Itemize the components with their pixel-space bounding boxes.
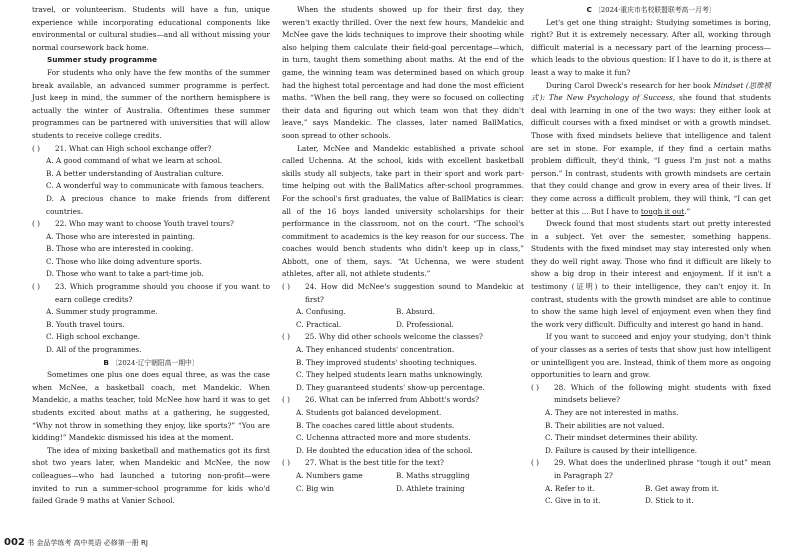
option: D. A precious chance to make friends from different countries. — [46, 193, 270, 216]
option: D. Stick to it. — [645, 496, 694, 506]
option: A. Numbers game — [296, 470, 363, 480]
question-26 — [282, 394, 524, 407]
option: D. He doubted the education idea of the school. — [296, 445, 473, 455]
section-b-header — [32, 357, 270, 370]
question-stem: 26. What can be inferred from Abbott's words? — [305, 395, 480, 405]
option: A. They enhanced students' concentration. — [296, 345, 455, 355]
section-c-header — [531, 4, 771, 17]
option: A. A good command of what we learn at school. — [46, 156, 223, 166]
section-heading: Summer study programme — [47, 55, 158, 65]
passage-paragraph: The idea of mixing basketball and mathematics got its first shot two years later, when Mandekic and McNee, the now colleagues—who had launched a tutoring non-profit—were invited to run a summer-school programme for kids who'd failed Grade 9 maths at Vanier School. — [32, 445, 270, 506]
text-run: During Carol Dweck's research for her book — [546, 80, 714, 90]
answer-blank[interactable]: ( ) — [32, 282, 41, 292]
option: D. Professional. — [396, 319, 454, 329]
answer-blank[interactable]: ( ) — [282, 458, 291, 468]
option: D. All of the programmes. — [46, 345, 142, 355]
option: B. Those who are interested in cooking. — [46, 244, 194, 254]
answer-blank[interactable]: ( ) — [282, 282, 291, 292]
book-title: Mindset (思维模式): The New Psychology of Success — [531, 80, 771, 103]
page-number: 002 — [4, 537, 25, 548]
option-row — [282, 319, 524, 332]
question-stem: 25. Why did other schools welcome the classes? — [305, 332, 483, 342]
option: B. A better understanding of Australian culture. — [46, 168, 224, 178]
option: A. Those who are interested in painting. — [46, 231, 195, 241]
passage-paragraph: For students who only have the few months of the summer break available, an advanced summer programme is perfect. Just keep in mind, the summer of the northern hemisphere is actually the winter of Australia. Oftentimes these summer programmes can be partnered with universities that will allow students to receive college credits. — [32, 67, 270, 140]
option: D. Athlete training — [396, 483, 465, 493]
column-middle — [282, 4, 524, 495]
option: C. High school exchange. — [46, 332, 140, 342]
option: B. Youth travel tours. — [46, 319, 125, 329]
page-footer — [4, 537, 148, 548]
answer-blank[interactable]: ( ) — [531, 382, 540, 392]
option-row — [282, 483, 524, 496]
option: C. Those who like doing adventure sports. — [46, 256, 202, 266]
question-27 — [282, 457, 524, 470]
option: D. Those who want to take a part-time job. — [46, 269, 204, 279]
option: A. They are not interested in maths. — [545, 408, 679, 417]
option: C. Give in to it. — [545, 496, 601, 506]
passage-paragraph — [531, 80, 771, 219]
question-stem: 22. Who may want to choose Youth travel tours? — [55, 219, 234, 229]
question-23 — [32, 281, 270, 306]
answer-blank[interactable]: ( ) — [32, 219, 41, 229]
question-21 — [32, 143, 270, 156]
question-29 — [531, 457, 771, 482]
option: C. Their mindset determines their ability. — [545, 433, 698, 443]
passage-paragraph: Later, McNee and Mandekic established a private school called Uchenna. At the school, kids with excellent basketball skills study all subjects, take part in their sport and work part-time helping out with the BallMatics after-school programmes. For the school's first graduates, the value of BallMatics is clear: all of the 16 boys landed university scholarships for their performance in the classroom, not on the court. “The school's commitment to academics is the key reason for our success. The coaches would bench students who didn't keep up in class,” Abbott, one of them, says. “At Uchenna, we were student athletes, after all, not athlete students.” — [282, 143, 524, 279]
passage-paragraph: When the students showed up for their first day, they weren't exactly thrilled. Over the next few hours, Mandekic and McNee gave the kids techniques to improve their shooting while also helping them calculate their field-goal percentage—which, in turn, taught them something about maths. At the end of the game, the winning team was determined based on which group had the highest total percentage and had done the most efficient maths. “When the bell rang, they were so focused on collecting their data and figuring out which team won that they didn't leave,” says Mandekic. The classes, later named BallMatics, soon spread to other schools. — [282, 5, 524, 140]
section-letter: B — [103, 357, 109, 367]
option: B. Their abilities are not valued. — [545, 420, 665, 430]
question-stem: 21. What can High school exchange offer? — [55, 143, 212, 153]
option: C. A wonderful way to communicate with famous teachers. — [46, 181, 265, 191]
option: A. Refer to it. — [545, 483, 595, 493]
footer-text: 书 金品学练考 高中英语 必修第一册 RJ — [27, 539, 148, 547]
question-stem: 27. What is the best title for the text? — [305, 458, 444, 468]
answer-blank[interactable]: ( ) — [32, 143, 41, 153]
underlined-phrase: tough it out — [640, 206, 685, 216]
option: B. Get away from it. — [645, 483, 720, 493]
answer-blank[interactable]: ( ) — [531, 458, 540, 468]
option: D. Failure is caused by their intelligence. — [545, 445, 698, 455]
option: C. They helped students learn maths unknowingly. — [296, 370, 483, 380]
answer-blank[interactable]: ( ) — [282, 332, 291, 342]
option: A. Confusing. — [296, 307, 346, 317]
question-stem: 23. Which programme should you choose if you want to earn college credits? — [55, 282, 270, 304]
text-run: , she found that students deal with learning in one of the two ways: they either look at difficult courses with a fixed mindset or with a growth mindset. Those with fixed mindsets believe that intelligence and talent are set in stone. For example, if they find a certain maths problem difficult, they'd think, “I guess I'm just not a maths person.” In contrast, students with growth mindsets are certain that they could change and grow in every area of their lives. If they come across a difficult problem, they will think, “I can get better at this ... But I have to — [531, 93, 771, 216]
option-row — [531, 495, 771, 508]
answer-blank[interactable]: ( ) — [282, 395, 291, 405]
option-row — [282, 470, 524, 483]
column-left — [32, 4, 270, 508]
option: B. The coaches cared little about students. — [296, 420, 455, 430]
question-stem: 29. What does the underlined phrase “tough it out” mean in Paragraph 2? — [554, 458, 771, 480]
passage-paragraph: Let's get one thing straight: Studying sometimes is boring, right? But it is extremely necessary. After all, working through difficult material is a necessary part of the learning process—which leads to the obvious question: If I have to do it, is there at least a way to make it fun? — [531, 17, 771, 77]
text-run: .” — [684, 206, 691, 216]
question-25 — [282, 331, 524, 344]
question-28 — [531, 382, 771, 407]
question-22 — [32, 218, 270, 231]
passage-a-tail: travel, or volunteerism. Students will have a fun, unique experience while incorporating educational components like environmental or cultural studies—and all without missing your normal coursework back home. — [32, 5, 270, 52]
option: A. Summer study programme. — [46, 307, 158, 317]
source-tag: 〔2024·辽宁朝阳高一期中〕 — [111, 358, 199, 367]
option: B. They improved students' shooting techniques. — [296, 357, 477, 367]
question-24 — [282, 281, 524, 306]
passage-paragraph: Dweck found that most students start out pretty interested in a subject. Yet over the semester, something happens. Students with the fixed mindset may stay interested only when they do well right away. Those who find it difficult are likely to show a big drop in their interest and enjoyment. If it isn't a testimony (证明) to their intelligence, they can't enjoy it. In contrast, students with the growth mindset are able to continue to show the same high level of enjoyment even when they find the work very difficult. Difficulty and interest go hand in hand. — [531, 219, 771, 329]
source-tag: 〔2024·重庆市名校联盟联考高一月考〕 — [594, 6, 716, 14]
section-letter: C — [586, 5, 592, 14]
option: B. Absurd. — [396, 307, 435, 317]
passage-paragraph: Sometimes one plus one does equal three, as was the case when McNee, a basketball coach, met Mandekic. When Mandekic, a maths teacher, told McNee how hard it was to get students excited about maths at a gathering, he suggested, “Why not throw in something they enjoy, like sports?” “You are kidding!” Mandekic dismissed his idea at the moment. — [32, 370, 270, 443]
option-row — [282, 306, 524, 319]
question-stem: 24. How did McNee's suggestion sound to Mandekic at first? — [305, 282, 524, 304]
option: A. Students got balanced development. — [296, 408, 442, 417]
option-row — [531, 483, 771, 496]
column-right — [531, 4, 771, 508]
option: D. They guaranteed students' show-up percentage. — [296, 382, 485, 392]
option: C. Big win — [296, 483, 334, 493]
question-stem: 28. Which of the following might students with fixed mindsets believe? — [554, 382, 771, 405]
passage-paragraph: If you want to succeed and enjoy your studying, don't think of your classes as a series of tests that show just how intelligent or unintelligent you are. Instead, think of them more as ongoing opportunities to learn and grow. — [531, 332, 771, 380]
option: B. Maths struggling — [396, 470, 470, 480]
option: C. Practical. — [296, 319, 342, 329]
option: C. Uchenna attracted more and more students. — [296, 433, 471, 443]
